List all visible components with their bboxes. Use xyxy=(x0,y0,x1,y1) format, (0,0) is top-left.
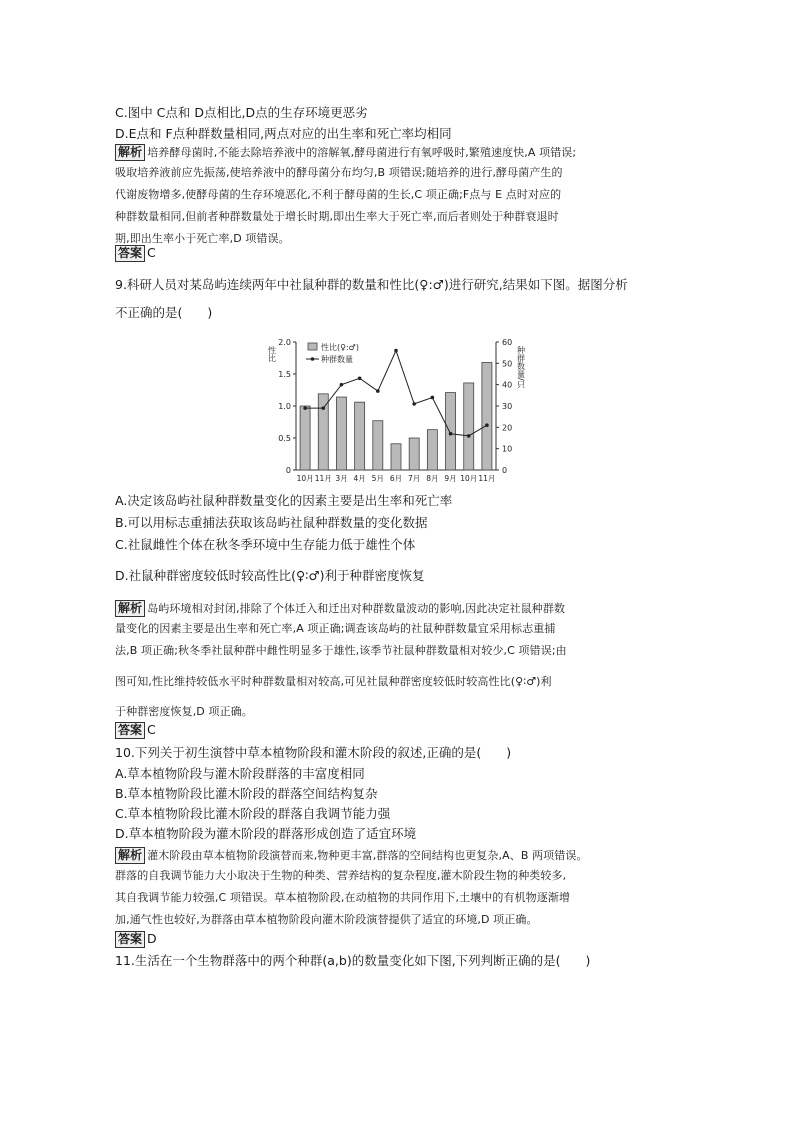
answer-tag: 答案 xyxy=(115,931,145,948)
right-tick-label: 60 xyxy=(502,338,513,347)
q8-explanation-line-1: 解析 培养酵母菌时,不能去除培养液中的溶解氧,酵母菌进行有氧呼吸时,繁殖速度快,A 项错误; xyxy=(115,144,576,161)
q9-stem-line-1: 9.科研人员对某岛屿连续两年中社鼠种群的数量和性比(♀:♂)进行研究,结果如下图。据图分析 xyxy=(115,277,628,292)
x-tick-label: 7月 xyxy=(408,474,421,483)
sex-ratio-bar xyxy=(427,430,437,470)
left-tick-label: 1.5 xyxy=(278,370,291,379)
q10-answer: 答案 D xyxy=(115,931,157,948)
q9-option-c: C.社鼠雌性个体在秋冬季环境中生存能力低于雄性个体 xyxy=(115,537,416,552)
q10-explanation-line-4: 加,通气性也较好,为群落由草本植物阶段向灌木阶段演替提供了适宜的环境,D 项正确。 xyxy=(115,913,538,926)
q9-explanation-line-4: 图可知,性比维持较低水平时种群数量相对较高,可见社鼠种群密度较低时较高性比(♀∶♂)利 xyxy=(115,675,552,688)
population-point xyxy=(321,406,325,410)
right-tick-label: 20 xyxy=(502,423,513,433)
q9-option-b: B.可以用标志重捕法获取该岛屿社鼠种群数量的变化数据 xyxy=(115,515,428,530)
sex-ratio-bar xyxy=(336,397,346,470)
population-point xyxy=(449,432,453,436)
sex-ratio-bar xyxy=(318,394,328,470)
population-sex-ratio-chart xyxy=(258,330,528,490)
population-point xyxy=(467,434,471,438)
x-tick-label: 10月 xyxy=(460,474,478,483)
x-tick-label: 9月 xyxy=(444,474,457,483)
x-tick-label: 8月 xyxy=(426,474,439,483)
x-tick-label: 11月 xyxy=(478,474,496,483)
q8-explanation-line-4: 种群数量相同,但前者种群数量处于增长时期,即出生率大于死亡率,而后者则处于种群衰退时 xyxy=(115,210,559,223)
right-tick-label: 40 xyxy=(502,380,513,390)
population-point xyxy=(358,376,362,380)
q10-option-d: D.草本植物阶段为灌木阶段的群落形成创造了适宜环境 xyxy=(115,826,417,841)
q9-explanation-line-5: 于种群密度恢复,D 项正确。 xyxy=(115,705,253,718)
q10-option-b: B.草本植物阶段比灌木阶段的群落空间结构复杂 xyxy=(115,786,378,801)
legend-line-dot xyxy=(311,357,315,361)
right-tick-label: 30 xyxy=(502,402,513,411)
left-tick-label: 0.5 xyxy=(278,434,291,443)
right-tick-label: 50 xyxy=(502,359,513,369)
x-tick-label: 11月 xyxy=(314,474,332,483)
left-tick-label: 1.0 xyxy=(278,402,291,411)
left-axis-label: 性比 xyxy=(267,346,277,362)
q8-answer: 答案 C xyxy=(115,245,156,262)
population-point xyxy=(394,349,398,353)
q8-explanation-line-3: 代谢废物增多,使酵母菌的生存环境恶化,不利于酵母菌的生长,C 项正确;F点与 E 点时对应的 xyxy=(115,188,562,201)
answer-tag: 答案 xyxy=(115,722,145,739)
q11-stem: 11.生活在一个生物群落中的两个种群(a,b)的数量变化如下图,下列判断正确的是( ) xyxy=(115,953,591,968)
q9-answer: 答案 C xyxy=(115,722,156,739)
population-point xyxy=(412,402,416,406)
q8-option-c: C.图中 C点和 D点相比,D点的生存环境更恶劣 xyxy=(115,105,368,120)
x-tick-label: 6月 xyxy=(389,474,403,483)
sex-ratio-bar xyxy=(446,393,456,470)
q10-option-c: C.草本植物阶段比灌木阶段的群落自我调节能力强 xyxy=(115,806,391,821)
q8-option-d: D.E点和 F点种群数量相同,两点对应的出生率和死亡率均相同 xyxy=(115,126,452,141)
population-point xyxy=(340,383,344,387)
sex-ratio-bar xyxy=(482,362,492,470)
q10-explanation-line-2: 群落的自我调节能力大小取决于生物的种类、营养结构的复杂程度,灌木阶段生物的种类较多, xyxy=(115,869,567,882)
left-tick-label: 0 xyxy=(285,466,291,475)
q10-explanation-line-3: 其自我调节能力较强,C 项错误。草本植物阶段,在动植物的共同作用下,土壤中的有机物逐渐增 xyxy=(115,891,571,904)
sex-ratio-bar xyxy=(409,438,419,470)
legend-bar-swatch xyxy=(308,343,317,350)
sex-ratio-bar xyxy=(300,406,310,470)
q9-explanation-line-3: 法,B 项正确;秋冬季社鼠种群中雌性明显多于雄性,该季节社鼠种群数量相对较少,C 项错误;由 xyxy=(115,644,567,657)
right-tick-label: 0 xyxy=(502,466,508,475)
answer-tag: 答案 xyxy=(115,245,145,262)
legend-bar-label: 性比(♀:♂) xyxy=(321,343,359,352)
x-tick-label: 3月 xyxy=(335,474,348,483)
q9-explanation-line-2: 量变化的因素主要是出生率和死亡率,A 项正确;调查该岛屿的社鼠种群数量宜采用标志重捕 xyxy=(115,622,556,635)
sex-ratio-bar xyxy=(373,421,383,470)
right-tick-label: 10 xyxy=(502,444,513,454)
x-tick-label: 4月 xyxy=(353,474,366,483)
sex-ratio-bar xyxy=(464,383,474,470)
q9-option-a: A.决定该岛屿社鼠种群数量变化的因素主要是出生率和死亡率 xyxy=(115,493,453,508)
sex-ratio-bar xyxy=(355,402,365,470)
right-axis-label: 种群数量/只 xyxy=(516,346,526,389)
q9-explanation-line-1: 解析 岛屿环境相对封闭,排除了个体迁入和迁出对种群数量波动的影响,因此决定社鼠种群数 xyxy=(115,600,565,617)
q10-option-a: A.草本植物阶段与灌木阶段群落的丰富度相同 xyxy=(115,766,365,781)
q10-explanation-line-1: 解析 灌木阶段由草本植物阶段演替而来,物种更丰富,群落的空间结构也更复杂,A、B 两项错误。 xyxy=(115,847,588,864)
explanation-tag: 解析 xyxy=(115,847,145,864)
legend-line-label: 种群数量 xyxy=(321,355,353,364)
population-point xyxy=(303,406,307,410)
q10-stem: 10.下列关于初生演替中草本植物阶段和灌木阶段的叙述,正确的是( ) xyxy=(115,745,512,760)
explanation-tag: 解析 xyxy=(115,600,145,617)
x-tick-label: 5月 xyxy=(371,474,384,483)
population-point xyxy=(431,396,435,400)
q9-option-d: D.社鼠种群密度较低时较高性比(♀∶♂)利于种群密度恢复 xyxy=(115,568,425,583)
x-tick-label: 10月 xyxy=(296,474,314,483)
population-point xyxy=(485,423,489,427)
left-tick-label: 2.0 xyxy=(278,338,291,347)
explanation-tag: 解析 xyxy=(115,144,145,161)
q9-stem-line-2: 不正确的是( ) xyxy=(115,305,213,320)
q8-explanation-line-5: 期,即出生率小于死亡率,D 项错误。 xyxy=(115,232,290,245)
sex-ratio-bar xyxy=(391,444,401,470)
q8-explanation-line-2: 吸取培养液前应先振荡,使培养液中的酵母菌分布均匀,B 项错误;随培养的进行,酵母菌产生的 xyxy=(115,166,563,179)
population-point xyxy=(376,389,380,393)
